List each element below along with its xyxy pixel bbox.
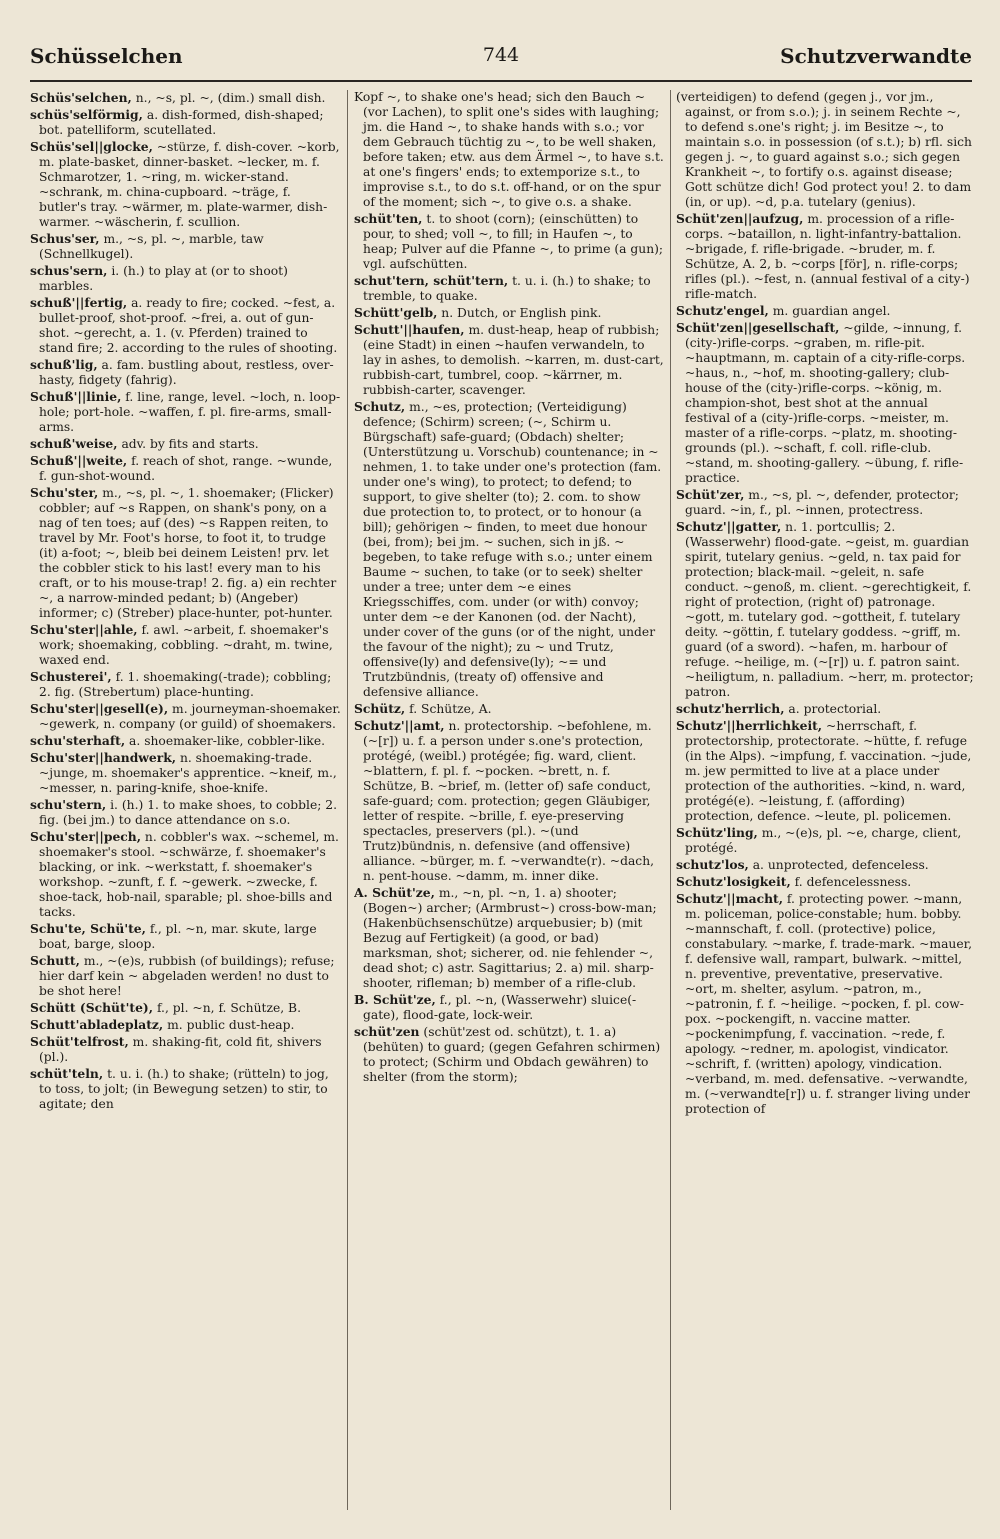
column-2: [354, 90, 664, 1510]
dictionary-entry: [354, 992, 664, 1023]
dictionary-entry: [676, 874, 976, 890]
dictionary-entry: [676, 90, 976, 210]
entry-definition: t. u. i. (h.) to shake; to tremble, to quake.: [363, 274, 651, 303]
entry-definition: f. awl. ~arbeit, f. shoemaker's work; shoemaking, cobbling. ~draht, m. twine, waxed end.: [39, 623, 333, 667]
dictionary-entry: [30, 1017, 342, 1033]
dictionary-entry: [354, 305, 664, 321]
entry-definition: m. dust-heap, heap of rubbish; (eine Stadt) in einen ~haufen verwandeln, to lay in ashes, to demolish. ~karren, m. dust-cart, rubbish-cart, tumbrel, coop. ~kärrner, m. rubbish-carter, scavenger.: [363, 323, 664, 397]
dictionary-entry: [30, 669, 342, 700]
header-rule: [30, 80, 972, 82]
entry-definition: f., pl. ~n, f. Schütze, B.: [156, 1001, 301, 1015]
entry-headword: Schütz'ling,: [676, 825, 758, 840]
entry-headword: Schusterei',: [30, 669, 112, 684]
dictionary-entry: [676, 701, 976, 717]
entry-headword: Schütt (Schüt'te),: [30, 1000, 154, 1015]
entry-definition: a. fam. bustling about, restless, over-hasty, fidgety (fahrig).: [39, 358, 334, 387]
dictionary-entry: [676, 825, 976, 856]
column-3: [676, 90, 976, 1510]
entry-definition: n. cobbler's wax. ~schemel, m. shoemaker's stool. ~schwärze, f. shoemaker's blacking, or ink. ~werkstatt, f. shoemaker's workshop. ~zunft, f. f. ~gewerk. ~zwecke, f. shoe-tack, hob-nail, sparable; pl. shoe-bills and tacks.: [39, 830, 339, 919]
entry-headword: Schüt'zen||gesellschaft,: [676, 320, 840, 335]
entry-headword: Schutt,: [30, 953, 80, 968]
entry-headword: Schu'ster||handwerk,: [30, 750, 177, 765]
entry-definition: m., ~s, pl. ~, defender, protector; guard. ~in, f., pl. ~innen, protectress.: [685, 488, 959, 517]
entry-headword: Schüs'sel||glocke,: [30, 139, 153, 154]
dictionary-entry: [676, 320, 976, 486]
entry-headword: B. Schüt'ze,: [354, 992, 436, 1007]
entry-definition: m., ~(e)s, pl. ~e, charge, client, protégé.: [685, 826, 962, 855]
entry-definition: f. reach of shot, range. ~wunde, f. gun-shot-wound.: [39, 454, 333, 483]
entry-definition: m., ~(e)s, rubbish (of buildings); refuse; hier darf kein ~ abgeladen werden! no dust to be shot here!: [39, 954, 335, 998]
dictionary-entry: [354, 701, 664, 717]
entry-headword: Schuß'||linie,: [30, 389, 122, 404]
dictionary-entry: [354, 322, 664, 398]
entry-headword: Schutz'||gatter,: [676, 519, 782, 534]
entry-definition: ~herrschaft, f. protectorship, protectorate. ~hütte, f. refuge (in the Alps). ~impfung, f. vaccination. ~jude, m. jew permitted to live at a place under protection of the authorities. ~kind, n. ward, protégé(e). ~leistung, f. (affording) protection, defence. ~leute, pl. policemen.: [685, 719, 972, 823]
entry-headword: schut'tern, schüt'tern,: [354, 273, 509, 288]
entry-headword: Schutt'||haufen,: [354, 322, 465, 337]
header-last-word: Schutzverwandte: [780, 44, 972, 68]
entry-definition: m., ~s, pl. ~, 1. shoemaker; (Flicker) cobbler; auf ~s Rappen, on shank's pony, on a nag of ten toes; auf (des) ~s Rappen reiten, to travel by Mr. Foot's horse, to foot it, to trudge (it) a-foot; ~, bleib bei deinem Leisten! prv. let the cobbler stick to his last! every man to his craft, or to his mouse-trap! 2. fig. a) ein rechter ~, a narrow-minded pedant; b) (Angeber) informer; c) (Streber) place-hunter, pot-hunter.: [39, 486, 337, 620]
entry-definition: m. journeyman-shoemaker. ~gewerk, n. company (or guild) of shoemakers.: [39, 702, 341, 731]
entry-definition: f. line, range, level. ~loch, n. loop-hole; port-hole. ~waffen, f. pl. fire-arms, small-arms.: [39, 390, 341, 434]
entry-definition: m., ~n, pl. ~n, 1. a) shooter; (Bogen~) archer; (Armbrust~) cross-bow-man; (Hakenbüchsenschütze) arquebusier; b) (mit Bezug auf Fertigkeit) (a good, or bad) marksman, shot; sicherer, od. nie fehlender ~, dead shot; c) astr. Sagittarius; 2. a) mil. sharp-shooter, rifleman; b) member of a rifle-club.: [363, 886, 657, 990]
entry-definition: m. guardian angel.: [772, 304, 891, 318]
dictionary-entry: [30, 389, 342, 435]
column-divider: [347, 90, 348, 1510]
entry-headword: schüs'selförmig,: [30, 107, 143, 122]
entry-headword: Schutz'||herrlichkeit,: [676, 718, 823, 733]
entry-definition: m., ~es, protection; (Verteidigung) defence; (Schirm) screen; (~, Schirm u. Bürgschaft) safe-guard; (Obdach) shelter; (Unterstützung u. Vorschub) countenance; in ~ nehmen, 1. to take under one's protection (fam. under one's wing), to protect; to defend; to support, to give shelter (to); 2. com. to show due protection to, to protect, or to honour (a bill); gehörigen ~ finden, to meet due honour (bei, from); bei jm. ~ suchen, sich in jß. ~ begeben, to take refuge with s.o.; unter einem Baume ~ suchen, to take (or to seek) shelter under a tree; unter dem ~e eines Kriegsschiffes, com. under (or with) convoy; unter dem ~e der Kanonen (od. der Nacht), under cover of the guns (or of the night, under the favour of the night); zu ~ und Trutz, offensive(ly) and defensive(ly); ~= und Trutzbündnis, (treaty of) offensive and defensive alliance.: [363, 400, 662, 699]
dictionary-entry: [676, 303, 976, 319]
dictionary-entry: [354, 399, 664, 700]
dictionary-entry: [30, 921, 342, 952]
entry-headword: schutz'los,: [676, 857, 749, 872]
entry-headword: Schutz'||macht,: [676, 891, 783, 906]
entry-definition: f., pl. ~n, (Wasserwehr) sluice(-gate), flood-gate, lock-weir.: [363, 993, 637, 1022]
dictionary-entry: [30, 107, 342, 138]
entry-headword: schu'sterhaft,: [30, 733, 126, 748]
header-first-word: Schüsselchen: [30, 44, 183, 68]
column-divider: [670, 90, 671, 1510]
dictionary-entry: [30, 750, 342, 796]
dictionary-entry: [30, 1000, 342, 1016]
entry-headword: Schutz'losigkeit,: [676, 874, 791, 889]
entry-headword: Schutt'abladeplatz,: [30, 1017, 164, 1032]
entry-definition: ~gilde, ~innung, f. (city-)rifle-corps. ~graben, m. rifle-pit. ~hauptmann, m. captain of a city-rifle-corps. ~haus, n., ~hof, m. shooting-gallery; club-house of the (city-)rifle-corps. ~könig, m. champion-shot, best shot at the annual festival of a (city-)rifle-corps. ~meister, m. master of a rifle-corps. ~platz, m. shooting-grounds (pl.). ~schaft, f. coll. rifle-club. ~stand, m. shooting-gallery. ~übung, f. rifle-practice.: [685, 321, 966, 485]
entry-definition: f. defencelessness.: [794, 875, 912, 889]
entry-headword: Schu'te, Schü'te,: [30, 921, 146, 936]
entry-headword: Schütz,: [354, 701, 406, 716]
entry-headword: schuß'lig,: [30, 357, 98, 372]
dictionary-entry: [30, 436, 342, 452]
entry-definition: i. (h.) 1. to make shoes, to cobble; 2. fig. (bei jm.) to dance attendance on s.o.: [39, 798, 338, 827]
dictionary-entry: [676, 857, 976, 873]
column-1: [30, 90, 342, 1510]
entry-definition: Kopf ~, to shake one's head; sich den Bauch ~ (vor Lachen), to split one's sides with laughing; jm. die Hand ~, to shake hands with s.o.; vor dem Gebrauch tüchtig zu ~, to be well shaken, before taken; etw. aus dem Ärmel ~, to have s.t. at one's fingers' ends; to extemporize s.t., to improvise s.t., to do s.t. off-hand, or on the spur of the moment; sich ~, to give o.s. a shake.: [354, 90, 664, 209]
dictionary-entry: [30, 953, 342, 999]
page-number: 744: [482, 44, 520, 66]
entry-definition: n. 1. portcullis; 2. (Wasserwehr) flood-gate. ~geist, m. guardian spirit, tutelary genius. ~geld, n. tax paid for protection; black-mail. ~geleit, n. safe conduct. ~genoß, m. client. ~gerechtigkeit, f. right of protection, (right of) patronage. ~gott, m. tutelary god. ~gottheit, f. tutelary deity. ~göttin, f. tutelary goddess. ~griff, m. guard (of a sword). ~hafen, m. harbour of refuge. ~heilige, m. (~[r]) u. f. patron saint. ~heiligtum, n. palladium. ~herr, m. protector; patron.: [685, 520, 974, 699]
dictionary-entry: [354, 885, 664, 991]
entry-headword: Schuß'||weite,: [30, 453, 128, 468]
entry-headword: Schutz'||amt,: [354, 718, 445, 733]
entry-definition: a. dish-formed, dish-shaped; bot. patelliform, scutellated.: [39, 108, 324, 137]
entry-definition: m. shaking-fit, cold fit, shivers (pl.).: [39, 1035, 322, 1064]
dictionary-entry: [676, 519, 976, 700]
entry-definition: i. (h.) to play at (or to shoot) marbles.: [39, 264, 288, 293]
entry-definition: t. to shoot (corn); (einschütten) to pour, to shed; voll ~, to fill; in Haufen ~, to heap; Pulver auf die Pfanne ~, to prime (a gun); vgl. aufschütten.: [363, 212, 664, 271]
dictionary-entry: [354, 273, 664, 304]
entry-definition: adv. by fits and starts.: [121, 437, 259, 451]
entry-headword: schüt'ten,: [354, 211, 423, 226]
entry-definition: n. protectorship. ~befohlene, m. (~[r]) u. f. a person under s.one's protection, protégé, (weibl.) protégée; fig. ward, client. ~blattern, f. pl. f. ~pocken. ~brett, n. f. Schütze, B. ~brief, m. (letter of) safe conduct, safe-guard; com. protection; gegen Gläubiger, letter of respite. ~brille, f. eye-preserving spectacles, preservers (pl.). ~(und Trutz)bündnis, n. defensive (and offensive) alliance. ~bürger, m. f. ~verwandte(r). ~dach, n. pent-house. ~damm, m. inner dike.: [363, 719, 655, 883]
entry-headword: schutz'herrlich,: [676, 701, 785, 716]
dictionary-entry: [354, 211, 664, 272]
dictionary-entry: [676, 891, 976, 1117]
entry-headword: Schüt'zer,: [676, 487, 745, 502]
entry-definition: n. shoemaking-trade. ~junge, m. shoemaker's apprentice. ~kneif, m., ~messer, n. paring-knife, shoe-knife.: [39, 751, 337, 795]
dictionary-entry: [30, 485, 342, 621]
entry-definition: (schüt'zest od. schützt), t. 1. a) (behüten) to guard; (gegen Gefahren schirmen) to protect; (Schirm und Obdach gewähren) to shelter (from the storm);: [363, 1025, 661, 1084]
dictionary-entry: [676, 718, 976, 824]
dictionary-entry: [30, 622, 342, 668]
entry-definition: f., pl. ~n, mar. skute, large boat, barge, sloop.: [39, 922, 317, 951]
entry-definition: n. Dutch, or English pink.: [441, 306, 602, 320]
dictionary-entry: [30, 453, 342, 484]
entry-headword: A. Schüt'ze,: [354, 885, 435, 900]
entry-headword: schus'sern,: [30, 263, 108, 278]
entry-headword: Schu'ster||ahle,: [30, 622, 138, 637]
dictionary-entry: [30, 797, 342, 828]
dictionary-entry: [30, 829, 342, 920]
entry-headword: schuß'||fertig,: [30, 295, 128, 310]
entry-definition: m. procession of a rifle-corps. ~bataillon, n. light-infantry-battalion. ~brigade, f. rifle-brigade. ~bruder, m. f. Schütze, A. 2, b. ~corps [för], n. rifle-corps; rifles (pl.). ~fest, n. (annual festival of a city-) rifle-match.: [685, 212, 970, 301]
dictionary-entry: [354, 90, 664, 210]
dictionary-entry: [354, 1024, 664, 1085]
entry-definition: n., ~s, pl. ~, (dim.) small dish.: [135, 91, 326, 105]
entry-headword: schuß'weise,: [30, 436, 118, 451]
entry-headword: Schüs'selchen,: [30, 90, 132, 105]
dictionary-entry: [30, 357, 342, 388]
entry-headword: schu'stern,: [30, 797, 107, 812]
entry-definition: f. 1. shoemaking(-trade); cobbling; 2. fig. (Strebertum) place-hunting.: [39, 670, 332, 699]
dictionary-entry: [354, 718, 664, 884]
entry-definition: f. protecting power. ~mann, m. policeman, police-constable; hum. bobby. ~mannschaft, f. coll. (protective) police, constabulary. ~marke, f. trade-mark. ~mauer, f. defensive wall, rampart, bulwark. ~mittel, n. preventive, preventative, preservative. ~ort, m. shelter, asylum. ~patron, m., ~patronin, f. f. ~heilige. ~pocken, f. pl. cow-pox. ~pockengift, n. vaccine matter. ~pockenimpfung, f. vaccination. ~rede, f. apology. ~redner, m. apologist, vindicator. ~schrift, f. (written) apology, vindication. ~verband, m. med. defensative. ~verwandte, m. (~verwandte[r]) u. f. stranger living under protection of: [685, 892, 973, 1116]
entry-headword: Schu'ster||gesell(e),: [30, 701, 169, 716]
dictionary-entry: [30, 1066, 342, 1112]
entry-definition: a. shoemaker-like, cobbler-like.: [129, 734, 326, 748]
dictionary-entry: [30, 90, 342, 106]
entry-definition: a. unprotected, defenceless.: [752, 858, 929, 872]
entry-headword: Schus'ser,: [30, 231, 100, 246]
dictionary-entry: [30, 139, 342, 230]
entry-headword: Schütt'gelb,: [354, 305, 438, 320]
dictionary-entry: [30, 733, 342, 749]
entry-definition: a. ready to fire; cocked. ~fest, a. bullet-proof, shot-proof. ~frei, a. out of gun-shot. ~gerecht, a. 1. (v. Pferden) trained to stand fire; 2. according to the rules of shooting.: [39, 296, 338, 355]
dictionary-entry: [676, 211, 976, 302]
dictionary-entry: [30, 1034, 342, 1065]
entry-headword: Schutz'engel,: [676, 303, 769, 318]
entry-definition: f. Schütze, A.: [409, 702, 492, 716]
entry-headword: Schüt'telfrost,: [30, 1034, 129, 1049]
dictionary-entry: [30, 263, 342, 294]
entry-headword: schüt'zen: [354, 1024, 420, 1039]
dictionary-entry: [30, 701, 342, 732]
entry-headword: schüt'teln,: [30, 1066, 104, 1081]
entry-headword: Schu'ster||pech,: [30, 829, 141, 844]
dictionary-entry: [30, 231, 342, 262]
entry-headword: Schüt'zen||aufzug,: [676, 211, 804, 226]
dictionary-entry: [30, 295, 342, 356]
entry-definition: m., ~s, pl. ~, marble, taw (Schnellkugel).: [39, 232, 264, 261]
entry-definition: m. public dust-heap.: [167, 1018, 295, 1032]
entry-headword: Schutz,: [354, 399, 406, 414]
entry-definition: ~stürze, f. dish-cover. ~korb, m. plate-basket, dinner-basket. ~lecker, m. f. Schmarotzer, 1. ~ring, m. wicker-stand. ~schrank, m. china-cupboard. ~träge, f. butler's tray. ~wärmer, m. plate-warmer, dish-warmer. ~wäscherin, f. scullion.: [39, 140, 340, 229]
dictionary-entry: [676, 487, 976, 518]
entry-definition: a. protectorial.: [788, 702, 882, 716]
entry-definition: (verteidigen) to defend (gegen j., vor jm., against, or from s.o.); j. in seinem Rechte ~, to defend s.one's right; j. im Besitze ~, to maintain s.o. in possession (of s.t.); b) rfl. sich gegen j. ~, to guard against s.o.; sich gegen Krankheit ~, to fortify o.s. against disease; Gott schütze dich! God protect you! 2. to dam (in, or up). ~d, p.a. tutelary (genius).: [676, 90, 972, 209]
entry-definition: t. u. i. (h.) to shake; (rütteln) to jog, to toss, to jolt; (in Bewegung setzen) to stir, to agitate; den: [39, 1067, 329, 1111]
running-header: [30, 44, 972, 78]
entry-headword: Schu'ster,: [30, 485, 99, 500]
